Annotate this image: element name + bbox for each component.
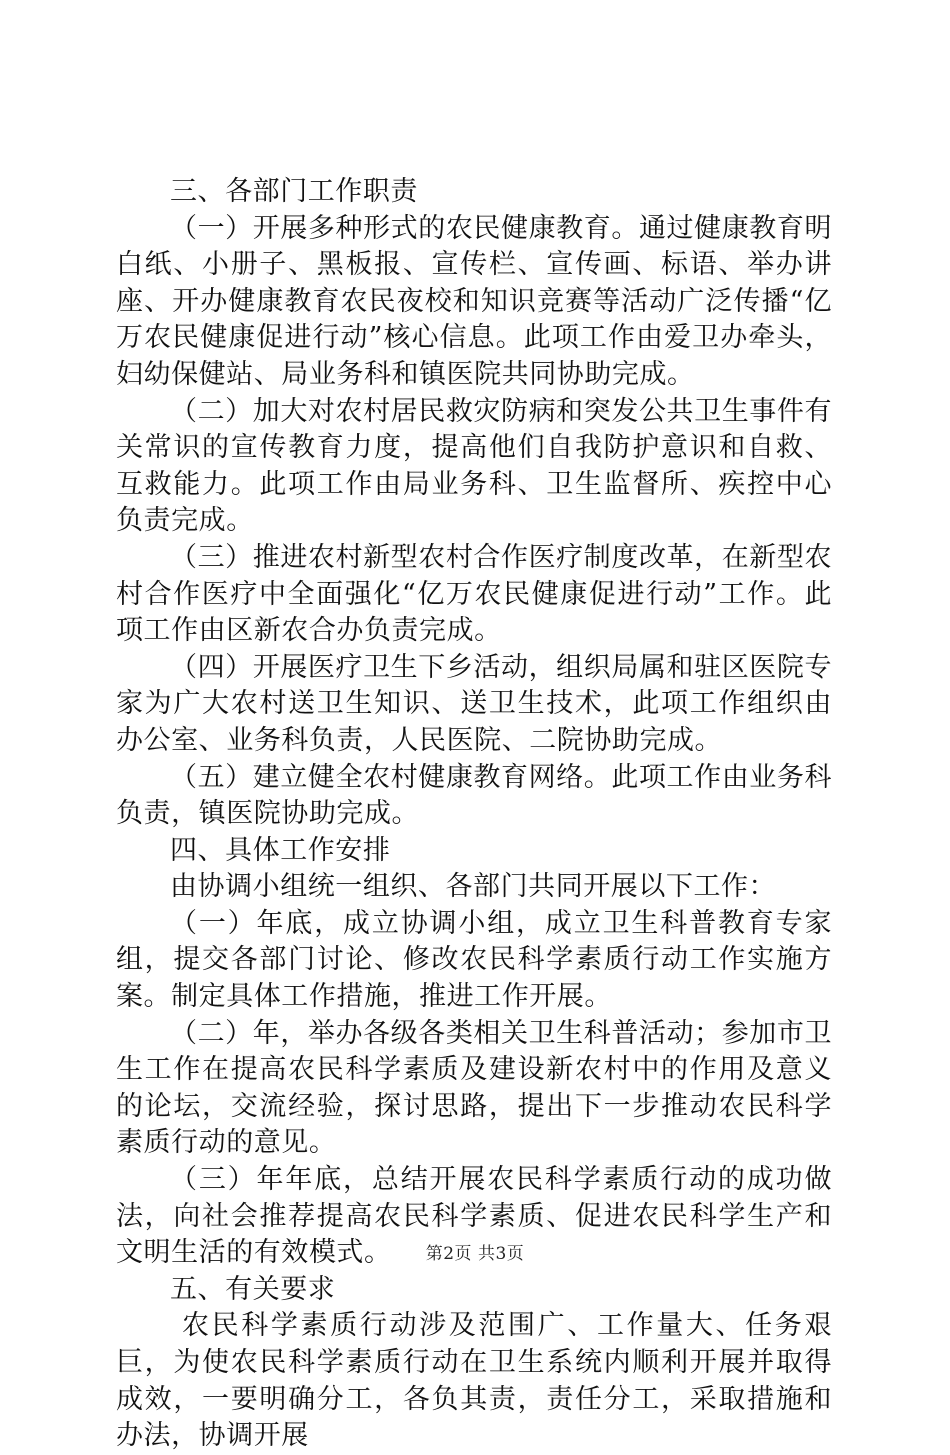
paragraph-3-1: （一）开展多种形式的农民健康教育。通过健康教育明白纸、小册子、黑板报、宣传栏、宣传画、标语、举办讲座、开办健康教育农民夜校和知识竞赛等活动广泛传播“亿万农民健康促进行动”核心信息。此项工作由爱卫办牵头，妇幼保健站、局业务科和镇医院共同协助完成。 [116, 212, 832, 390]
section-heading-3: 三、各部门工作职责 [170, 176, 418, 207]
paragraph-5-1: 农民科学素质行动涉及范围广、工作量大、任务艰巨，为使农民科学素质行动在卫生系统内顺利开展并取得成效，一要明确分工，各负其责，责任分工，采取措施和办法，协调开展 [116, 1310, 832, 1452]
section-heading-5: 五、有关要求 [170, 1273, 336, 1305]
paragraph-4-1: （一）年底，成立协调小组，成立卫生科普教育专家组，提交各部门讨论、修改农民科学素质行动工作实施方案。制定具体工作措施，推进工作开展。 [116, 907, 832, 1013]
paragraph-4-intro: 由协调小组统一组织、各部门共同开展以下工作： [170, 871, 777, 903]
paragraph-3-4: （四）开展医疗卫生下乡活动，组织局属和驻区医院专家为广大农村送卫生知识、送卫生技术，此项工作组织由办公室、业务科负责，人民医院、二院协助完成。 [116, 651, 832, 756]
paragraph-4-3: （三）年年底，总结开展农民科学素质行动的成功做法，向社会推荐提高农民科学素质、促进农民科学生产和文明生活的有效模式。 [116, 1164, 832, 1269]
paragraph-3-5: （五）建立健全农村健康教育网络。此项工作由业务科负责，镇医院协助完成。 [116, 761, 832, 830]
paragraph-3-2: （二）加大对农村居民救灾防病和突发公共卫生事件有关常识的宣传教育力度，提高他们自我防护意识和自救、互救能力。此项工作由局业务科、卫生监督所、疾控中心负责完成。 [116, 395, 832, 537]
paragraph-4-2: （二）年，举办各级各类相关卫生科普活动；参加市卫生工作在提高农民科学素质及建设新农村中的作用及意义的论坛，交流经验，探讨思路，提出下一步推动农民科学素质行动的意见。 [116, 1017, 832, 1159]
paragraph-3-3: （三）推进农村新型农村合作医疗制度改革，在新型农村合作医疗中全面强化“亿万农民健康促进行动”工作。此项工作由区新农合办负责完成。 [116, 541, 832, 647]
page-footer: 第2页 共3页 [425, 1244, 525, 1264]
section-heading-4: 四、具体工作安排 [170, 834, 391, 866]
